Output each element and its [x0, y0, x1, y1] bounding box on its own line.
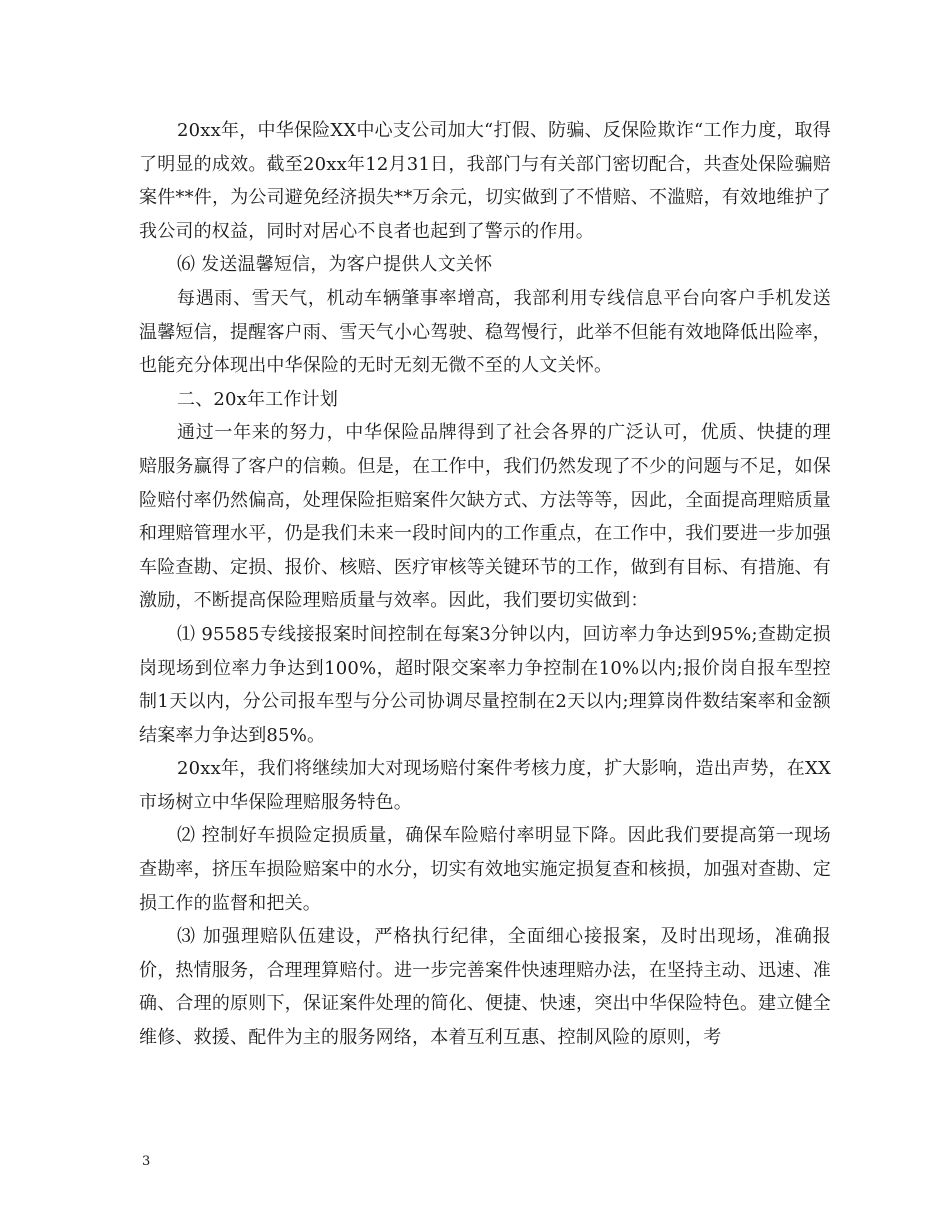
- paragraph-plan-item-3: ⑶ 加强理赔队伍建设，严格执行纪律，全面细心接报案，及时出现场，准确报价，热情服务，合理理算赔付。进一步完善案件快速理赔办法，在坚持主动、迅速、准确、合理的原则下，保证案件处理的简化、便捷、快速，突出中华保险特色。建立健全维修、救援、配件为主的服务网络，本着互利互惠、控制风险的原则，考: [139, 926, 831, 1049]
- paragraph-anti-fraud-results: 20xx年，中华保险XX中心支公司加大“打假、防骗、反保险欺诈“工作力度，取得了明显的成效。截至20xx年12月31日，我部门与有关部门密切配合，共查处保险骗赔案件**件，为公司避免经济损失**万余元，切实做到了不惜赔、不滥赔，有效地维护了我公司的权益，同时对居心不良者也起到了警示的作用。: [139, 120, 831, 242]
- paragraph-plan-item-2: ⑵ 控制好车损险定损质量，确保车险赔付率明显下降。因此我们要提高第一现场查勘率，挤压车损险赔案中的水分，切实有效地实施定损复查和核损，加强对查勘、定损工作的监督和把关。: [139, 825, 831, 914]
- heading-warm-sms: ⑹ 发送温馨短信，为客户提供人文关怀: [177, 254, 493, 276]
- paragraph-plan-site-claims: 20xx年，我们将继续加大对现场赔付案件考核力度，扩大影响，造出声势，在XX市场树立中华保险理赔服务特色。: [139, 758, 831, 813]
- document-body: [139, 114, 831, 1055]
- paragraph-warm-sms: 每遇雨、雪天气，机动车辆肇事率增高，我部利用专线信息平台向客户手机发送温馨短信，提醒客户雨、雪天气小心驾驶、稳驾慢行，此举不但能有效地降低出险率，也能充分体现出中华保险的无时无刻无微不至的人文关怀。: [139, 287, 831, 377]
- paragraph-work-plan-intro: 通过一年来的努力，中华保险品牌得到了社会各界的广泛认可，优质、快捷的理赔服务赢得了客户的信赖。但是，在工作中，我们仍然发现了不少的问题与不足，如保险赔付率仍然偏高，处理保险拒赔案件欠缺方式、方法等等，因此，全面提高理赔质量和理赔管理水平，仍是我们未来一段时间内的工作重点，在工作中，我们要进一步加强车险查勘、定损、报价、核赔、医疗审核等关键环节的工作，做到有目标、有措施、有激励，不断提高保险理赔质量与效率。因此，我们要切实做到：: [139, 422, 831, 612]
- page-number: 3: [142, 1154, 151, 1169]
- paragraph-plan-item-1: ⑴ 95585专线接报案时间控制在每案3分钟以内，回访率力争达到95%;查勘定损岗现场到位率力争达到100%，超时限交案率力争控制在10%以内;报价岗自报车型控制1天以内，分公司报车型与分公司协调尽量控制在2天以内;理算岗件数结案率和金额结案率力争达到85%。: [139, 623, 831, 746]
- section-heading-work-plan: 二、20x年工作计划: [177, 388, 339, 410]
